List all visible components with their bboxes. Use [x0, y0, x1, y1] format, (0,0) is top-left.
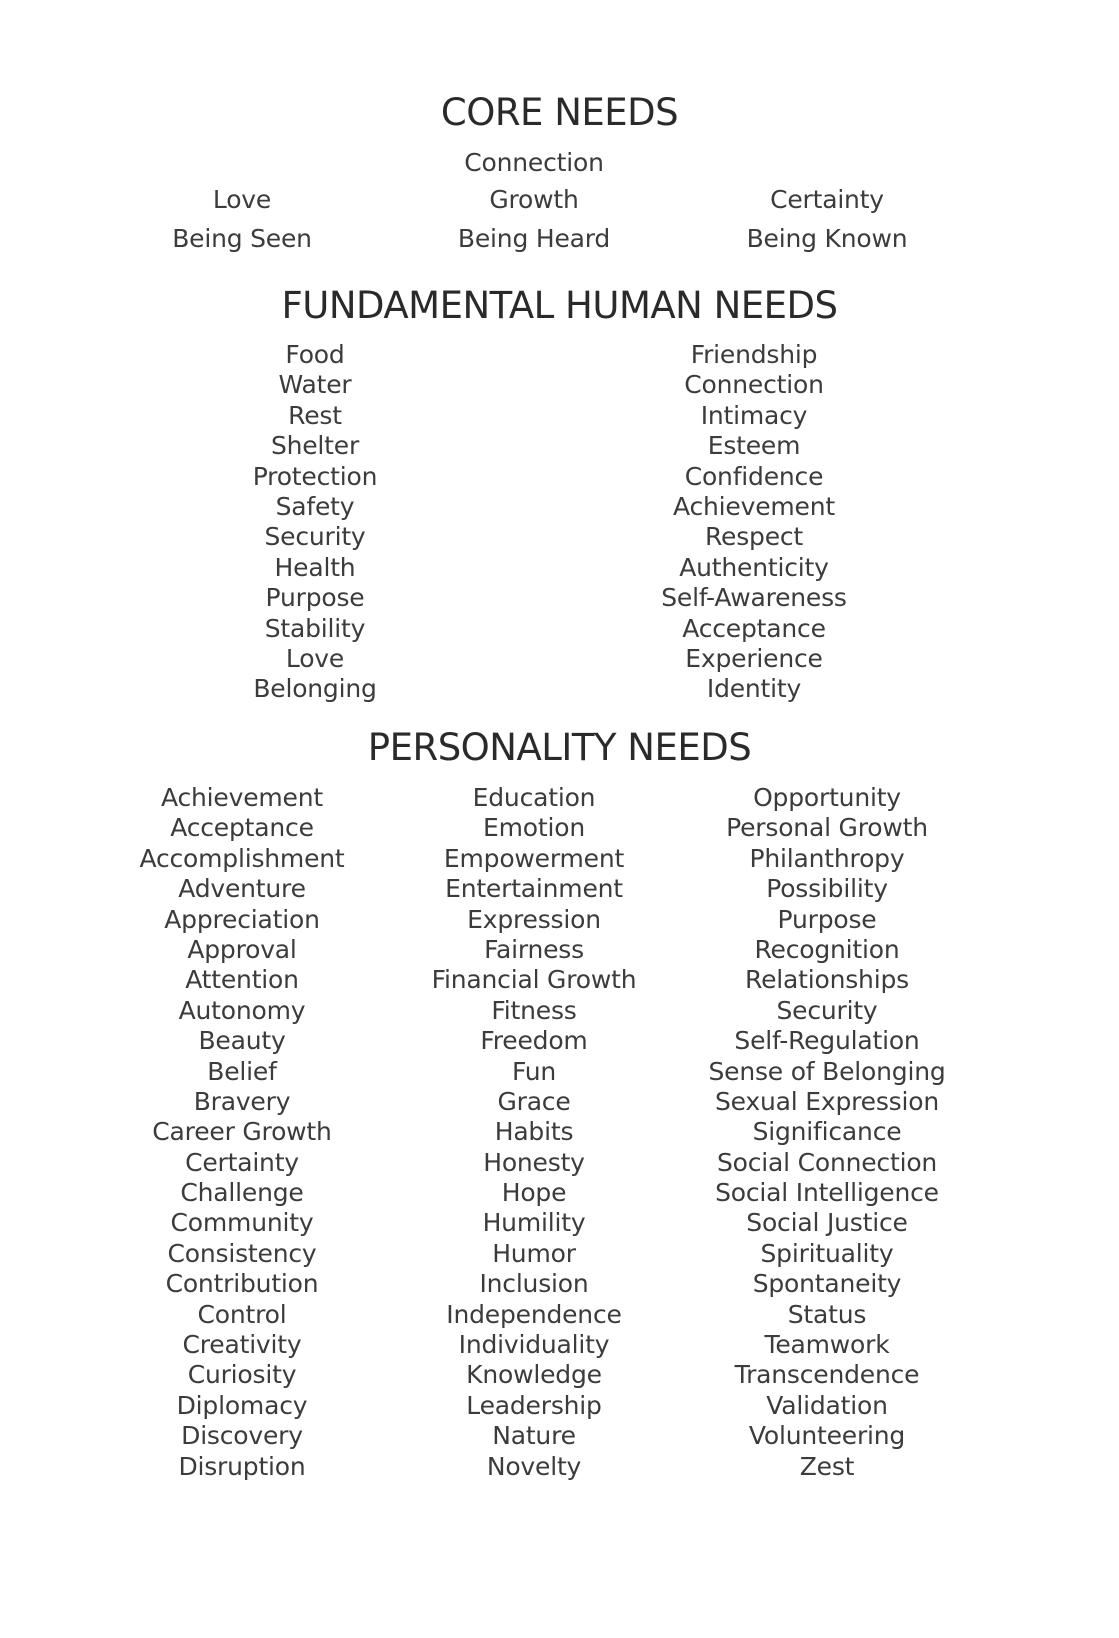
need-list-item: Habits [494, 1117, 574, 1147]
need-list-item: Teamwork [764, 1330, 890, 1360]
fundamental-needs-right-list [604, 342, 904, 707]
need-list-item: Opportunity [753, 783, 901, 812]
need-list-item: Validation [766, 1390, 888, 1420]
need-list-item: Zest [799, 1451, 855, 1481]
need-list-item: Consistency [167, 1238, 317, 1268]
need-list-item: Belief [207, 1056, 277, 1086]
need-list-item: Independence [446, 1299, 622, 1329]
need-list-item: Community [170, 1208, 314, 1238]
need-list-item: Authenticity [679, 552, 829, 582]
core-need-item: Love [212, 185, 272, 214]
need-list-item: Autonomy [178, 995, 306, 1025]
need-list-item: Protection [252, 461, 378, 491]
need-list-item: Beauty [198, 1026, 286, 1056]
need-list-item: Acceptance [682, 613, 826, 643]
need-list-item: Empowerment [443, 843, 625, 873]
need-list-item: Acceptance [170, 813, 314, 843]
need-list-item: Social Connection [716, 1147, 938, 1177]
core-needs-heading: CORE NEEDS [440, 91, 679, 134]
need-list-item: Personal Growth [726, 813, 928, 843]
need-list-item: Humility [482, 1208, 586, 1238]
need-list-item: Food [285, 340, 345, 369]
need-list-item: Approval [187, 934, 297, 964]
core-need-item: Growth [489, 185, 579, 214]
need-list-item: Spirituality [760, 1238, 894, 1268]
need-list-item: Grace [497, 1086, 571, 1116]
need-list-item: Adventure [178, 874, 306, 904]
need-list-item: Creativity [182, 1330, 302, 1360]
need-list-item: Transcendence [734, 1360, 920, 1390]
need-list-item: Expression [467, 904, 601, 934]
need-list-item: Purpose [265, 583, 365, 613]
need-list-item: Entertainment [445, 874, 623, 904]
need-list-item: Recognition [754, 934, 900, 964]
need-list-item: Fun [511, 1056, 557, 1086]
core-need-item: Being Heard [457, 224, 611, 253]
need-list-item: Self-Regulation [734, 1026, 920, 1056]
need-list-item: Water [278, 370, 352, 400]
need-list-item: Shelter [270, 431, 360, 461]
need-list-item: Significance [752, 1117, 902, 1147]
need-list-item: Security [776, 995, 878, 1025]
need-list-item: Relationships [745, 965, 909, 995]
need-list-item: Experience [685, 643, 823, 673]
need-list-item: Hope [501, 1178, 567, 1208]
need-list-item: Status [787, 1299, 867, 1329]
need-list-item: Possibility [766, 874, 888, 904]
need-list-item: Volunteering [748, 1421, 906, 1451]
need-list-item: Spontaneity [752, 1269, 902, 1299]
need-list-item: Knowledge [466, 1360, 602, 1390]
need-list-item: Friendship [690, 340, 818, 369]
fundamental-needs-heading: FUNDAMENTAL HUMAN NEEDS [281, 284, 838, 327]
need-list-item: Inclusion [479, 1269, 589, 1299]
need-list-item: Fairness [484, 934, 584, 964]
need-list-item: Achievement [673, 491, 835, 521]
need-list-item: Education [472, 783, 596, 812]
need-list-item: Safety [275, 491, 355, 521]
need-list-item: Love [285, 643, 345, 673]
need-list-item: Rest [288, 400, 342, 430]
need-list-item: Appreciation [164, 904, 320, 934]
need-list-item: Nature [492, 1421, 576, 1451]
need-list-item: Honesty [483, 1147, 585, 1177]
need-list-item: Health [274, 552, 356, 582]
need-list-item: Purpose [777, 904, 877, 934]
need-list-item: Curiosity [187, 1360, 297, 1390]
need-list-item: Leadership [466, 1390, 602, 1420]
need-list-item: Bravery [193, 1086, 291, 1116]
need-list-item: Challenge [180, 1178, 304, 1208]
need-list-item: Diplomacy [176, 1390, 308, 1420]
personality-needs-heading: PERSONALITY NEEDS [367, 726, 752, 769]
need-list-item: Novelty [486, 1451, 582, 1481]
need-list-item: Disruption [178, 1451, 306, 1481]
core-need-item: Certainty [770, 185, 884, 214]
need-list-item: Social Justice [746, 1208, 908, 1238]
need-list-item: Self-Awareness [661, 583, 847, 613]
personality-needs-column-1 [92, 785, 392, 1484]
personality-needs-column-2 [384, 785, 684, 1484]
core-need-connection: Connection [464, 148, 604, 177]
need-list-item: Humor [492, 1238, 576, 1268]
need-list-item: Achievement [161, 783, 323, 812]
need-list-item: Confidence [684, 461, 824, 491]
need-list-item: Emotion [483, 813, 585, 843]
fundamental-needs-left-list [165, 342, 465, 707]
need-list-item: Security [264, 522, 366, 552]
need-list-item: Social Intelligence [715, 1178, 939, 1208]
core-need-item: Being Known [746, 224, 908, 253]
need-list-item: Identity [706, 674, 802, 704]
need-list-item: Career Growth [152, 1117, 332, 1147]
need-list-item: Accomplishment [139, 843, 345, 873]
need-list-item: Intimacy [700, 400, 808, 430]
need-list-item: Attention [185, 965, 299, 995]
need-list-item: Belonging [253, 674, 377, 704]
need-list-item: Discovery [181, 1421, 303, 1451]
need-list-item: Respect [704, 522, 804, 552]
need-list-item: Contribution [165, 1269, 319, 1299]
personality-needs-column-3 [677, 785, 977, 1484]
need-list-item: Certainty [185, 1147, 299, 1177]
need-list-item: Philanthropy [749, 843, 905, 873]
need-list-item: Stability [264, 613, 366, 643]
need-list-item: Freedom [480, 1026, 588, 1056]
need-list-item: Sense of Belonging [708, 1056, 946, 1086]
need-list-item: Connection [684, 370, 824, 400]
need-list-item: Sexual Expression [715, 1086, 939, 1116]
core-need-item: Being Seen [172, 224, 312, 253]
need-list-item: Fitness [491, 995, 577, 1025]
need-list-item: Financial Growth [431, 965, 637, 995]
need-list-item: Individuality [458, 1330, 610, 1360]
need-list-item: Esteem [707, 431, 801, 461]
need-list-item: Control [197, 1299, 287, 1329]
